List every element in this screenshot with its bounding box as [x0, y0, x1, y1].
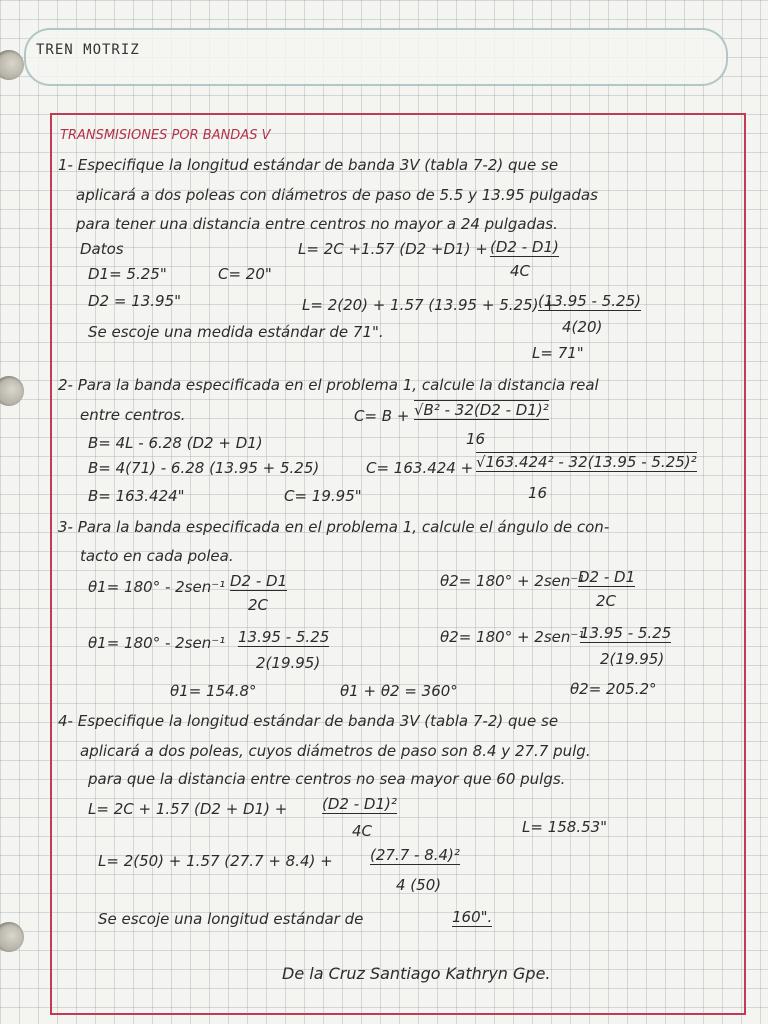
- problem1-sub-num: (13.95 - 5.25): [538, 292, 641, 310]
- problem3-t1-formula: θ1= 180° - 2sen⁻¹: [88, 578, 226, 596]
- problem1-choose: Se escoje una medida estándar de 71".: [88, 323, 384, 341]
- problem1-line1: 1- Especifique la longitud estándar de banda 3V (tabla 7-2) que se: [58, 156, 559, 174]
- problem2-c-sub: C= 163.424 +: [366, 459, 474, 477]
- problem2-c-sub-root: √163.424² - 32(13.95 - 5.25)²: [476, 453, 697, 471]
- problem3-t2-sub-den: 2(19.95): [600, 650, 665, 668]
- problem3-t2-num: D2 - D1: [578, 568, 636, 586]
- problem1-result: L= 71": [532, 344, 584, 362]
- problem2-b-result: B= 163.424": [88, 487, 185, 505]
- problem3-t1-num: D2 - D1: [230, 572, 288, 590]
- problem3-t1-sub-num: 13.95 - 5.25: [238, 628, 330, 646]
- problem3-t2-formula: θ2= 180° + 2sen⁻¹: [440, 572, 585, 590]
- problem3-t2-result: θ2= 205.2°: [570, 680, 657, 698]
- problem4-formula: L= 2C + 1.57 (D2 + D1) +: [88, 800, 288, 818]
- problem1-datos: Datos: [80, 240, 124, 258]
- section-title: TRANSMISIONES POR BANDAS V: [60, 128, 271, 143]
- problem2-b-formula: B= 4L - 6.28 (D2 + D1): [88, 434, 263, 452]
- binder-hole: [0, 376, 24, 406]
- problem4-choose: Se escoje una longitud estándar de: [98, 910, 364, 928]
- problem1-formula-num: (D2 - D1): [490, 238, 559, 256]
- problem3-t2-sub: θ2= 180° + 2sen⁻¹: [440, 628, 585, 646]
- problem2-c-formula: C= B +: [354, 407, 410, 425]
- problem1-d2: D2 = 13.95": [88, 292, 182, 310]
- problem4-formula-num: (D2 - D1)²: [322, 795, 397, 813]
- problem3-t1-result: θ1= 154.8°: [170, 682, 257, 700]
- problem4-sub: L= 2(50) + 1.57 (27.7 + 8.4) +: [98, 852, 333, 870]
- problem3-line1: 3- Para la banda especificada en el problema 1, calcule el ángulo de con-: [58, 518, 610, 536]
- problem1-line2: aplicará a dos poleas con diámetros de paso de 5.5 y 13.95 pulgadas: [76, 186, 598, 204]
- problem3-sum: θ1 + θ2 = 360°: [340, 682, 458, 700]
- problem1-line3: para tener una distancia entre centros no mayor a 24 pulgadas.: [76, 215, 558, 233]
- problem2-line2: entre centros.: [80, 406, 186, 424]
- page-header-title: TREN MOTRIZ: [36, 42, 140, 58]
- binder-hole: [0, 50, 24, 80]
- problem2-b-sub: B= 4(71) - 6.28 (13.95 + 5.25): [88, 459, 320, 477]
- problem3-line2: tacto en cada polea.: [80, 547, 234, 565]
- problem2-c-formula-root: √B² - 32(D2 - D1)²: [414, 401, 549, 419]
- binder-hole: [0, 922, 24, 952]
- problem1-formula-den: 4C: [510, 262, 531, 280]
- problem4-formula-den: 4C: [352, 822, 373, 840]
- problem4-sub-den: 4 (50): [396, 876, 442, 894]
- problem4-line1: 4- Especifique la longitud estándar de banda 3V (tabla 7-2) que se: [58, 712, 559, 730]
- problem1-sub-den: 4(20): [562, 318, 603, 336]
- problem2-line1: 2- Para la banda especificada en el problema 1, calcule la distancia real: [58, 376, 599, 394]
- problem4-result: L= 158.53": [522, 818, 608, 836]
- problem3-t1-den: 2C: [248, 596, 269, 614]
- problem2-c-sub-den: 16: [528, 484, 548, 502]
- problem1-sub: L= 2(20) + 1.57 (13.95 + 5.25) +: [302, 296, 556, 314]
- problem3-t2-sub-num: 13.95 - 5.25: [580, 624, 672, 642]
- problem1-d1: D1= 5.25": [88, 265, 167, 283]
- problem4-choose-value: 160".: [452, 908, 493, 926]
- problem1-formula: L= 2C +1.57 (D2 +D1) +: [298, 240, 488, 258]
- problem3-t2-den: 2C: [596, 592, 617, 610]
- problem4-line3: para que la distancia entre centros no sea mayor que 60 pulgs.: [88, 770, 566, 788]
- problem4-line2: aplicará a dos poleas, cuyos diámetros de paso son 8.4 y 27.7 pulg.: [80, 742, 591, 760]
- problem3-t1-sub: θ1= 180° - 2sen⁻¹: [88, 634, 226, 652]
- problem1-c: C= 20": [218, 265, 272, 283]
- problem4-sub-num: (27.7 - 8.4)²: [370, 846, 460, 864]
- signature: De la Cruz Santiago Kathryn Gpe.: [282, 964, 551, 983]
- problem2-c-formula-den: 16: [466, 430, 486, 448]
- problem3-t1-sub-den: 2(19.95): [256, 654, 321, 672]
- problem2-c-result: C= 19.95": [284, 487, 362, 505]
